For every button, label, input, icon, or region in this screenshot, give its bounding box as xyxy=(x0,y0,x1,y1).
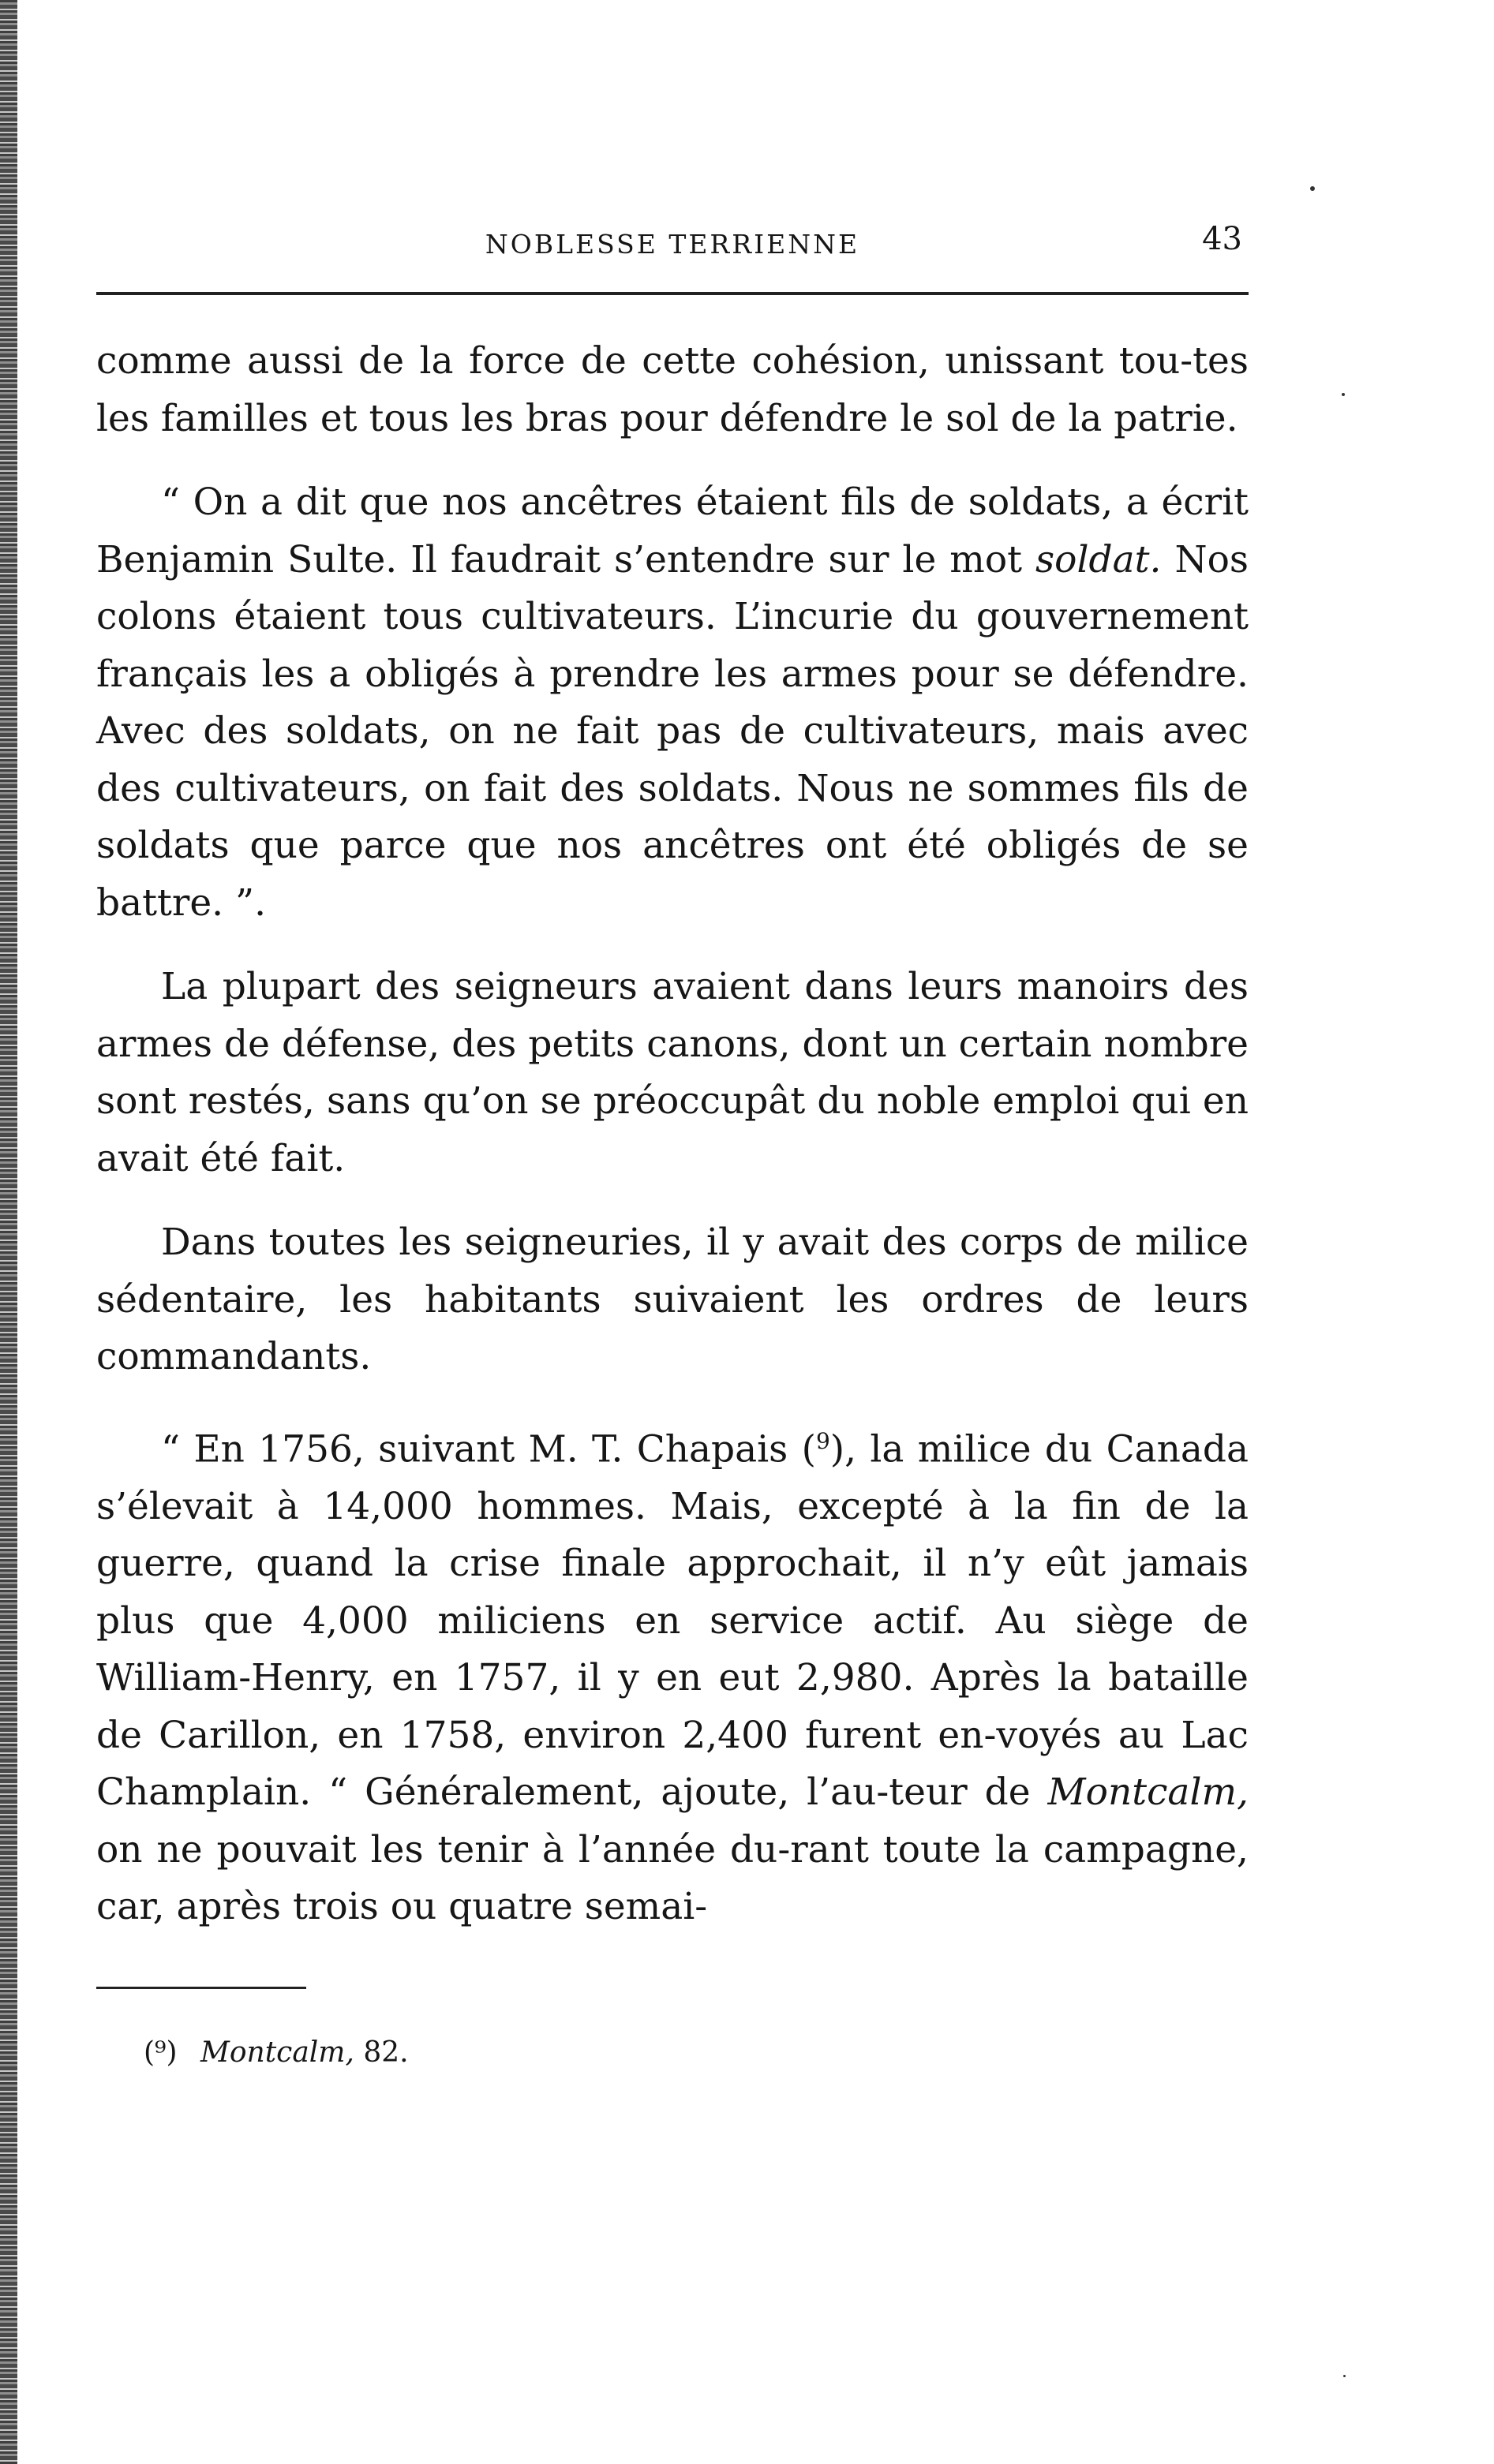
text-run: on ne pouvait les tenir à l’année du-rant toute la campagne, car, après trois ou quatre semai- xyxy=(96,1827,1249,1929)
text-run: ), la milice du Canada s’élevait à 14,000 hommes. Mais, excepté à la fin de la guerre, quand la crise finale approchait, il n’y eût jamais plus que 4,000 miliciens en service actif. Au siège de William-Henry, en 1757, il y en eut 2,980. Après la bataille de Carillon, en 1758, environ 2,400 furent en-voyés au Lac Champlain. “ Généralement, ajoute, l’au-teur de xyxy=(96,1427,1249,1815)
italic-text: soldat. xyxy=(1035,537,1162,581)
text-run: Nos colons étaient tous cultivateurs. L’incurie du gouvernement français les a obligés à prendre les armes pour se défendre. Avec des soldats, on ne fait pas de cultivateurs, mais avec des cultivateurs, on fait des soldats. Nous ne sommes fils de soldats que parce que nos ancêtres ont été obligés de se battre. ”. xyxy=(96,537,1249,925)
page-number: 43 xyxy=(1202,221,1242,257)
text-run: comme aussi de la force de cette cohésion, unissant tou-tes les familles et tous les bras pour défendre le sol de la patrie. xyxy=(96,339,1249,440)
footnote-ref: (⁹) xyxy=(144,2036,178,2069)
paragraph xyxy=(96,1413,1249,1936)
footnote-page: 82. xyxy=(363,2036,409,2069)
header-rule xyxy=(96,292,1249,295)
footnote-rule xyxy=(96,1987,306,1989)
footnote xyxy=(96,2036,1249,2069)
footnote-work: Montcalm, xyxy=(200,2036,354,2069)
text-run: “ On a dit que nos ancêtres étaient fils de soldats, a écrit Benjamin Sulte. Il faudrait s’entendre sur le mot xyxy=(96,480,1249,581)
text-run: “ En 1756, suivant M. T. Chapais ( xyxy=(161,1427,816,1471)
footnote-marker: 9 xyxy=(815,1427,830,1454)
book-page xyxy=(96,213,1249,2069)
page-binding-edge xyxy=(0,0,17,2464)
paragraph xyxy=(96,474,1249,932)
running-title: NOBLESSE TERRIENNE xyxy=(485,229,860,260)
paragraph xyxy=(96,959,1249,1187)
body-text xyxy=(96,333,1249,1936)
paragraph xyxy=(96,1214,1249,1386)
text-run: La plupart des seigneurs avaient dans leurs manoirs des armes de défense, des petits canons, dont un certain nombre sont restés, sans qu’on se préoccupât du noble emploi qui en avait été fait. xyxy=(96,965,1249,1180)
paragraph xyxy=(96,333,1249,447)
page-header xyxy=(96,213,1249,268)
text-run: Dans toutes les seigneuries, il y avait des corps de milice sédentaire, les habitants suivaient les ordres de leurs commandants. xyxy=(96,1221,1249,1378)
italic-text: Montcalm, xyxy=(1047,1770,1249,1815)
